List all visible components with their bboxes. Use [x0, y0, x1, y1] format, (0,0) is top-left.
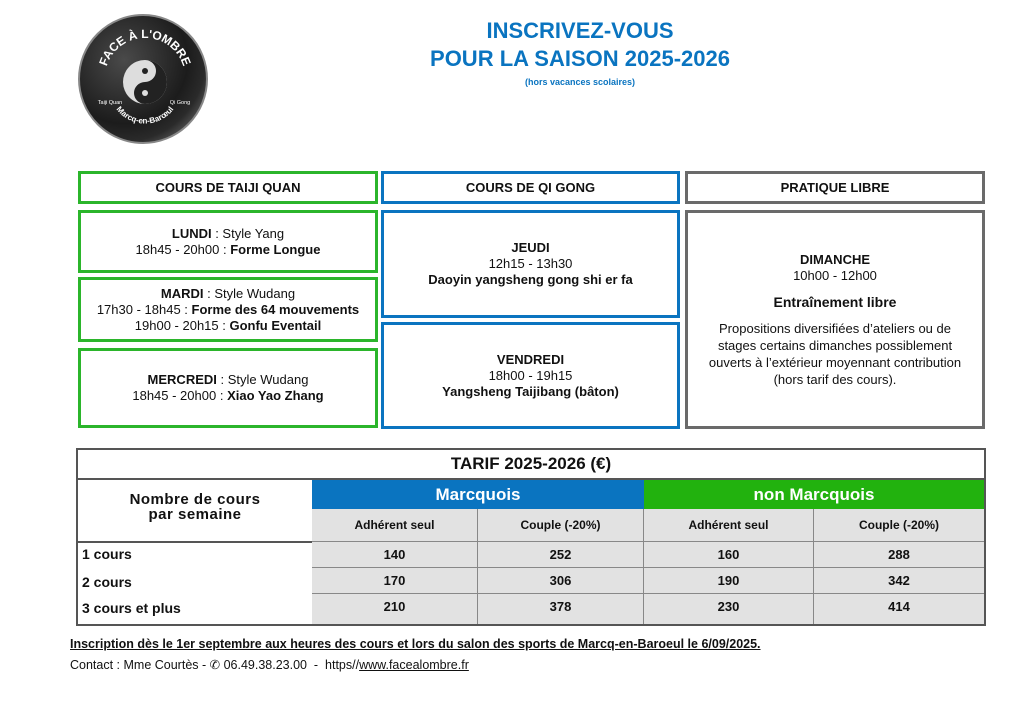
session-name: Yangsheng Taijibang (bâton) — [442, 383, 619, 399]
price-cell: 342 — [814, 567, 984, 593]
logo-right-label: Qi Gong — [169, 100, 191, 106]
session-time: 18h45 - 20h00 : — [132, 388, 228, 403]
taiji-header-label: COURS DE TAIJI QUAN — [155, 179, 301, 195]
session-time: 19h00 - 20h15 : — [134, 317, 230, 333]
logo-left-label: Taiji Quan — [97, 100, 123, 106]
logo-city: Marcq-en-Barœul — [114, 104, 176, 126]
inscription-note: Inscription dès le 1er septembre aux heures des cours et lors du salon des sports de Marcq-en-Baroeul le 6/09/2025. — [70, 637, 761, 651]
row-label: 3 cours et plus — [82, 600, 181, 616]
group-non-marcquois: non Marcquois — [644, 480, 984, 509]
row-header-line2: par semaine — [148, 506, 242, 523]
session-mercredi — [78, 348, 378, 428]
session-day-line — [172, 226, 284, 242]
qigong-header-label: COURS DE QI GONG — [465, 179, 596, 195]
session-name: Daoyin yangsheng gong shi er fa — [428, 272, 633, 287]
session-time: 18h45 - 20h00 : — [135, 241, 231, 257]
session-time: 10h00 - 12h00 — [793, 267, 877, 283]
session-time: 17h30 - 18h45 : — [96, 301, 192, 317]
session-mardi — [78, 277, 378, 342]
contact-line — [70, 657, 469, 672]
page-title-line1: INSCRIVEZ-VOUS — [486, 18, 674, 43]
row-header-line1: Nombre de cours — [129, 491, 261, 508]
price-cell: 378 — [478, 593, 644, 624]
session-time-line — [136, 242, 321, 258]
session-day: VENDREDI — [496, 351, 565, 367]
session-style: : Style Wudang — [203, 285, 296, 301]
subheader-cell: Adhérent seul — [312, 509, 478, 541]
subheader-cell: Couple (-20%) — [814, 509, 984, 541]
session-name: Forme des 64 mouvements — [191, 301, 360, 317]
row-label: 1 cours — [82, 546, 132, 562]
session-name: Xiao Yao Zhang — [227, 388, 324, 403]
price-cell: 252 — [478, 541, 644, 567]
group-marcquois: Marcquois — [312, 480, 644, 509]
session-jeudi — [381, 210, 680, 318]
price-cell: 414 — [814, 593, 984, 624]
session-day: MARDI — [160, 285, 204, 301]
tarif-title: TARIF 2025-2026 (€) — [78, 450, 984, 480]
session-style: : Style Yang — [211, 225, 285, 241]
session-day: DIMANCHE — [799, 251, 871, 267]
qigong-header — [381, 171, 680, 204]
website-link[interactable]: www.facealombre.fr — [359, 658, 469, 672]
session-name: Gonfu Eventail — [229, 317, 322, 333]
session-time: 18h00 - 19h15 — [488, 367, 573, 383]
session-dimanche — [685, 210, 985, 429]
libre-header-label: PRATIQUE LIBRE — [780, 179, 890, 195]
tarif-table — [76, 448, 986, 626]
club-logo — [78, 14, 208, 144]
session-name: Forme Longue — [230, 241, 321, 257]
session-time-line — [97, 302, 359, 318]
page-subtitle: (hors vacances scolaires) — [524, 77, 636, 87]
row-divider — [78, 541, 312, 543]
price-cell: 160 — [644, 541, 814, 567]
session-lundi — [78, 210, 378, 273]
row-label: 2 cours — [82, 574, 132, 590]
yin-yang-icon — [80, 16, 210, 146]
session-time: 12h15 - 13h30 — [488, 256, 573, 271]
session-style: : Style Wudang — [216, 372, 309, 387]
session-vendredi — [381, 322, 680, 429]
price-cell: 140 — [312, 541, 478, 567]
price-cell: 306 — [478, 567, 644, 593]
session-time-line — [132, 388, 323, 404]
session-day: JEUDI — [511, 240, 550, 255]
session-day: MERCREDI — [147, 372, 217, 387]
price-cell: 170 — [312, 567, 478, 593]
price-cell: 230 — [644, 593, 814, 624]
price-cell: 210 — [312, 593, 478, 624]
subheader-cell: Couple (-20%) — [478, 509, 644, 541]
price-cell: 288 — [814, 541, 984, 567]
libre-header — [685, 171, 985, 204]
contact-text: Contact : Mme Courtès - ✆ 06.49.38.23.00 - https// — [70, 658, 360, 672]
taiji-header — [78, 171, 378, 204]
logo-name: FACE À L'OMBRE — [96, 26, 194, 68]
session-day-line — [161, 286, 295, 302]
price-cell: 190 — [644, 567, 814, 593]
svg-text:Marcq-en-Barœul — [115, 105, 176, 126]
session-day-line — [148, 372, 309, 388]
page-title-line2: POUR LA SAISON 2025-2026 — [430, 46, 730, 71]
session-description: Propositions diversifiées d’ateliers ou de stages certains dimanches possiblement ouverts à l’extérieur moyennant contribution (hors tarif des cours). — [708, 320, 962, 387]
session-name: Entraînement libre — [773, 293, 897, 310]
subheader-cell: Adhérent seul — [644, 509, 814, 541]
session-time-line — [135, 318, 321, 334]
row-header — [78, 480, 312, 538]
session-day: LUNDI — [171, 225, 212, 241]
